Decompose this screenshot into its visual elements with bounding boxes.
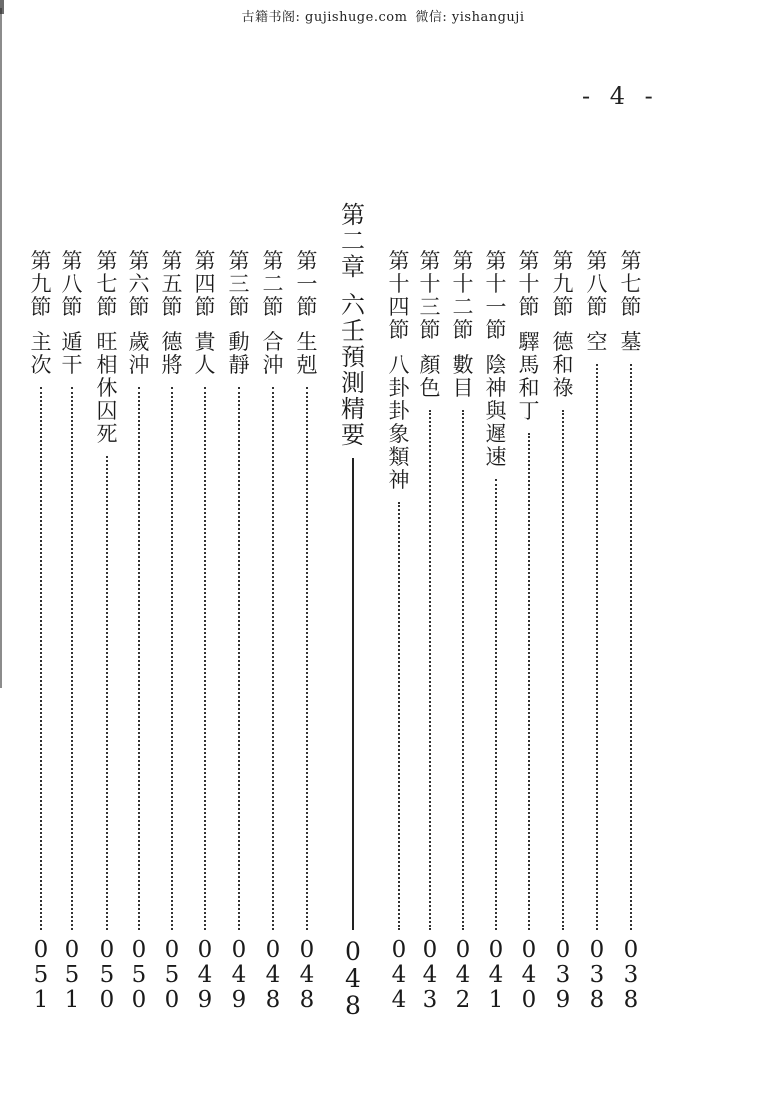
glyph: 遲 — [485, 422, 507, 446]
page-digit: 0 — [488, 937, 504, 963]
glyph: 四 — [194, 272, 216, 296]
glyph: 第 — [194, 249, 216, 273]
glyph: 五 — [161, 272, 183, 296]
toc-title — [448, 354, 478, 400]
toc-page-number — [92, 938, 122, 1013]
glyph: 第 — [552, 249, 574, 273]
toc-section-entry[interactable] — [258, 250, 288, 377]
page-digit: 0 — [99, 937, 115, 963]
glyph: 第 — [419, 249, 441, 273]
toc-title — [481, 354, 511, 469]
toc-title — [616, 331, 646, 354]
toc-leader-dots — [138, 387, 140, 930]
glyph: 顏 — [419, 353, 441, 377]
page-digit: 0 — [455, 937, 471, 963]
page-digit: 4 — [455, 962, 471, 988]
page-digit: 4 — [299, 962, 315, 988]
toc-page-number — [582, 938, 612, 1013]
glyph: 節 — [518, 295, 540, 319]
toc-section-entry[interactable] — [292, 250, 322, 377]
toc-section-entry[interactable] — [415, 250, 445, 400]
glyph: 目 — [452, 376, 474, 400]
glyph: 沖 — [128, 353, 150, 377]
toc-section-label — [338, 202, 368, 280]
toc-title — [292, 331, 322, 377]
page-digit: 4 — [197, 962, 213, 988]
page-digit: 5 — [131, 962, 147, 988]
glyph: 測 — [341, 369, 365, 397]
toc-title — [548, 331, 578, 400]
page-digit: 0 — [131, 987, 147, 1013]
page-digit: 0 — [299, 937, 315, 963]
toc-section-entry[interactable] — [481, 250, 511, 469]
toc-section-label — [92, 250, 122, 319]
glyph: 節 — [620, 295, 642, 319]
glyph: 數 — [452, 353, 474, 377]
glyph: 將 — [161, 353, 183, 377]
toc-leader-dots — [596, 364, 598, 930]
glyph: 節 — [485, 318, 507, 342]
glyph: 干 — [61, 353, 83, 377]
glyph: 章 — [341, 253, 365, 281]
glyph: 沖 — [262, 353, 284, 377]
wechat-text: 微信: yishanguji — [415, 10, 525, 25]
page-digit: 8 — [265, 987, 281, 1013]
glyph: 第 — [228, 249, 250, 273]
glyph: 剋 — [296, 353, 318, 377]
glyph: 驛 — [518, 330, 540, 354]
toc-leader-dots — [495, 479, 497, 930]
glyph: 十 — [518, 272, 540, 296]
glyph: 三 — [419, 295, 441, 319]
page-digit: 0 — [131, 937, 147, 963]
toc-section-entry[interactable] — [384, 250, 414, 492]
toc-page-number — [481, 938, 511, 1013]
toc-page-number — [157, 938, 187, 1013]
page-digit: 5 — [164, 962, 180, 988]
toc-section-entry[interactable] — [616, 250, 646, 354]
glyph: 和 — [518, 376, 540, 400]
glyph: 第 — [452, 249, 474, 273]
toc-page-number — [514, 938, 544, 1013]
glyph: 相 — [96, 353, 118, 377]
page-digit: 0 — [623, 937, 639, 963]
toc-section-entry[interactable] — [548, 250, 578, 400]
toc-section-entry[interactable] — [224, 250, 254, 377]
toc-title — [157, 331, 187, 377]
toc-title — [582, 331, 612, 354]
glyph: 馬 — [518, 353, 540, 377]
site-text: 古籍书阁: gujishuge.com — [241, 10, 408, 25]
page-digit: 0 — [164, 987, 180, 1013]
toc-page-number — [124, 938, 154, 1013]
toc-chapter-entry[interactable] — [338, 202, 368, 448]
toc-leader-dots — [352, 458, 354, 930]
glyph: 二 — [452, 295, 474, 319]
toc-page-number — [338, 938, 368, 1019]
glyph: 節 — [30, 295, 52, 319]
glyph: 速 — [485, 445, 507, 469]
glyph: 六 — [341, 291, 365, 319]
glyph: 合 — [262, 330, 284, 354]
toc-page-number — [384, 938, 414, 1013]
toc-section-entry[interactable] — [57, 250, 87, 377]
glyph: 旺 — [96, 330, 118, 354]
glyph: 卦 — [388, 399, 410, 423]
glyph: 第 — [518, 249, 540, 273]
toc-leader-dots — [272, 387, 274, 930]
page-digit: 5 — [33, 962, 49, 988]
toc-leader-dots — [528, 433, 530, 930]
toc-leader-dots — [238, 387, 240, 930]
glyph: 囚 — [96, 399, 118, 423]
page-digit: 4 — [265, 962, 281, 988]
page-digit: 3 — [623, 962, 639, 988]
glyph: 四 — [388, 295, 410, 319]
page-digit: 4 — [391, 962, 407, 988]
glyph: 節 — [296, 295, 318, 319]
glyph: 第 — [96, 249, 118, 273]
toc-title — [415, 354, 445, 400]
glyph: 第 — [30, 249, 52, 273]
glyph: 人 — [194, 353, 216, 377]
toc-leader-dots — [204, 387, 206, 930]
toc-section-label — [514, 250, 544, 319]
glyph: 色 — [419, 376, 441, 400]
page-digit: 0 — [164, 937, 180, 963]
page-digit: 8 — [345, 991, 361, 1020]
glyph: 節 — [161, 295, 183, 319]
glyph: 節 — [388, 318, 410, 342]
glyph: 節 — [128, 295, 150, 319]
glyph: 貴 — [194, 330, 216, 354]
glyph: 第 — [586, 249, 608, 273]
glyph: 節 — [96, 295, 118, 319]
toc-leader-dots — [398, 502, 400, 930]
toc-title — [224, 331, 254, 377]
page-digit: 8 — [623, 987, 639, 1013]
toc-section-entry[interactable] — [124, 250, 154, 377]
toc-leader-dots — [171, 387, 173, 930]
page-edge-shadow — [0, 8, 2, 688]
page-digit: 9 — [555, 987, 571, 1013]
page-digit: 1 — [33, 987, 49, 1013]
toc-title — [190, 331, 220, 377]
toc-section-label — [384, 250, 414, 342]
glyph: 靜 — [228, 353, 250, 377]
toc-section-label — [258, 250, 288, 319]
toc-page-number — [548, 938, 578, 1013]
glyph: 陰 — [485, 353, 507, 377]
glyph: 八 — [388, 353, 410, 377]
watermark-header — [0, 6, 766, 25]
toc-leader-dots — [630, 364, 632, 930]
toc-section-label — [415, 250, 445, 342]
toc-title — [258, 331, 288, 377]
glyph: 第 — [61, 249, 83, 273]
toc-section-entry[interactable] — [582, 250, 612, 354]
page-digit: 9 — [197, 987, 213, 1013]
toc-leader-dots — [429, 410, 431, 930]
glyph: 主 — [30, 330, 52, 354]
page-digit: 3 — [589, 962, 605, 988]
page-digit: 0 — [589, 937, 605, 963]
glyph: 壬 — [341, 317, 365, 345]
glyph: 神 — [485, 376, 507, 400]
page-digit: 3 — [555, 962, 571, 988]
toc-section-entry[interactable] — [448, 250, 478, 400]
toc-page-number — [616, 938, 646, 1013]
toc-section-label — [292, 250, 322, 319]
page-digit: 0 — [197, 937, 213, 963]
glyph: 預 — [341, 343, 365, 371]
glyph: 歲 — [128, 330, 150, 354]
glyph: 第 — [128, 249, 150, 273]
toc-page-number — [415, 938, 445, 1013]
page-digit: 0 — [64, 937, 80, 963]
page-digit: 4 — [391, 987, 407, 1013]
toc-section-label — [548, 250, 578, 319]
glyph: 卦 — [388, 376, 410, 400]
glyph: 祿 — [552, 376, 574, 400]
glyph: 第 — [262, 249, 284, 273]
glyph: 節 — [228, 295, 250, 319]
toc-section-label — [448, 250, 478, 342]
toc-leader-dots — [306, 387, 308, 930]
glyph: 一 — [296, 272, 318, 296]
page-digit: 0 — [555, 937, 571, 963]
glyph: 與 — [485, 399, 507, 423]
toc-leader-dots — [562, 410, 564, 930]
glyph: 遁 — [61, 330, 83, 354]
glyph: 一 — [485, 295, 507, 319]
toc-title — [384, 354, 414, 492]
glyph: 神 — [388, 468, 410, 492]
glyph: 和 — [552, 353, 574, 377]
page-digit: 5 — [99, 962, 115, 988]
glyph: 死 — [96, 422, 118, 446]
page-digit: 0 — [521, 937, 537, 963]
glyph: 節 — [194, 295, 216, 319]
glyph: 二 — [341, 227, 365, 255]
page-digit: 0 — [391, 937, 407, 963]
toc-section-label — [481, 250, 511, 342]
glyph: 類 — [388, 445, 410, 469]
toc-leader-dots — [106, 456, 108, 930]
glyph: 象 — [388, 422, 410, 446]
glyph: 節 — [552, 295, 574, 319]
toc-section-entry[interactable] — [92, 250, 122, 446]
glyph: 八 — [61, 272, 83, 296]
toc-page-number — [26, 938, 56, 1013]
page-digit: 4 — [521, 962, 537, 988]
glyph: 十 — [485, 272, 507, 296]
page-digit: 0 — [422, 937, 438, 963]
glyph: 八 — [586, 272, 608, 296]
toc-section-entry[interactable] — [190, 250, 220, 377]
toc-section-entry[interactable] — [514, 250, 544, 423]
glyph: 生 — [296, 330, 318, 354]
glyph: 二 — [262, 272, 284, 296]
glyph: 第 — [296, 249, 318, 273]
page-digit: 4 — [422, 962, 438, 988]
page-digit: 9 — [231, 987, 247, 1013]
glyph: 墓 — [620, 330, 642, 354]
page-digit: 0 — [33, 937, 49, 963]
glyph: 六 — [128, 272, 150, 296]
toc-leader-dots — [71, 387, 73, 930]
glyph: 休 — [96, 376, 118, 400]
toc-section-label — [157, 250, 187, 319]
toc-page-number — [258, 938, 288, 1013]
toc-section-label — [190, 250, 220, 319]
glyph: 德 — [552, 330, 574, 354]
toc-page-number — [224, 938, 254, 1013]
toc-section-label — [616, 250, 646, 319]
toc-title — [57, 331, 87, 377]
glyph: 第 — [341, 201, 365, 229]
page-number: - 4 - — [582, 82, 659, 110]
toc-leader-dots — [40, 387, 42, 930]
glyph: 節 — [452, 318, 474, 342]
glyph: 節 — [419, 318, 441, 342]
toc-section-label — [57, 250, 87, 319]
page-digit: 8 — [589, 987, 605, 1013]
page-digit: 4 — [231, 962, 247, 988]
glyph: 要 — [341, 421, 365, 449]
glyph: 七 — [620, 272, 642, 296]
glyph: 丁 — [518, 399, 540, 423]
page-digit: 2 — [455, 987, 471, 1013]
page-digit: 0 — [265, 937, 281, 963]
page-digit: 3 — [422, 987, 438, 1013]
page-digit: 1 — [488, 987, 504, 1013]
glyph: 次 — [30, 353, 52, 377]
toc-section-entry[interactable] — [26, 250, 56, 377]
page-digit: 5 — [64, 962, 80, 988]
glyph: 十 — [452, 272, 474, 296]
toc-section-entry[interactable] — [157, 250, 187, 377]
toc-title — [338, 292, 368, 448]
toc-page-number — [57, 938, 87, 1013]
toc-page-number — [448, 938, 478, 1013]
glyph: 動 — [228, 330, 250, 354]
toc-section-label — [26, 250, 56, 319]
page-digit: 4 — [345, 964, 361, 993]
page-digit: 0 — [521, 987, 537, 1013]
glyph: 十 — [388, 272, 410, 296]
glyph: 第 — [388, 249, 410, 273]
glyph: 節 — [586, 295, 608, 319]
glyph: 節 — [61, 295, 83, 319]
toc-page-number — [190, 938, 220, 1013]
glyph: 德 — [161, 330, 183, 354]
toc-section-label — [582, 250, 612, 319]
page-digit: 0 — [231, 937, 247, 963]
glyph: 七 — [96, 272, 118, 296]
glyph: 九 — [552, 272, 574, 296]
page-digit: 1 — [64, 987, 80, 1013]
toc-leader-dots — [462, 410, 464, 930]
toc-title — [26, 331, 56, 377]
glyph: 空 — [586, 330, 608, 354]
glyph: 第 — [620, 249, 642, 273]
glyph: 三 — [228, 272, 250, 296]
glyph: 精 — [341, 395, 365, 423]
glyph: 九 — [30, 272, 52, 296]
toc-title — [514, 331, 544, 423]
glyph: 十 — [419, 272, 441, 296]
page-digit: 8 — [299, 987, 315, 1013]
toc-page-number — [292, 938, 322, 1013]
glyph: 第 — [161, 249, 183, 273]
glyph: 節 — [262, 295, 284, 319]
toc-title — [92, 331, 122, 446]
toc-title — [124, 331, 154, 377]
page-digit: 0 — [99, 987, 115, 1013]
page-digit: 0 — [345, 937, 361, 966]
toc-section-label — [224, 250, 254, 319]
page-digit: 4 — [488, 962, 504, 988]
toc-section-label — [124, 250, 154, 319]
glyph: 第 — [485, 249, 507, 273]
